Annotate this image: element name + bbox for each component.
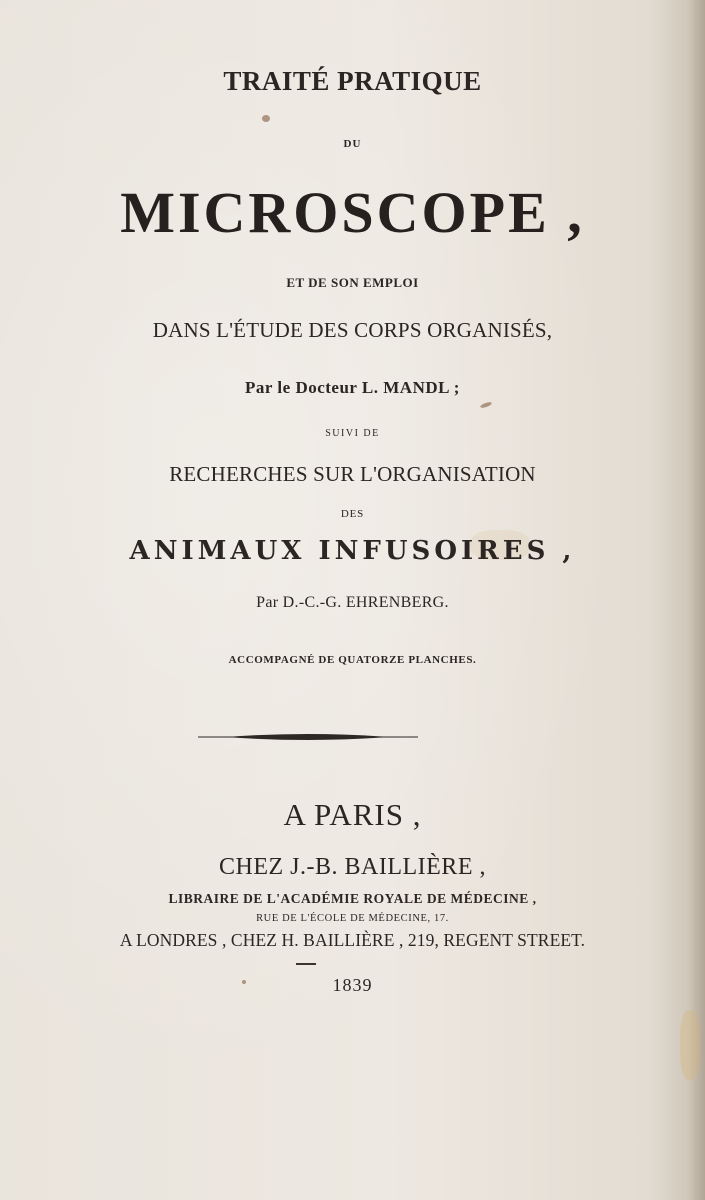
main-title-microscope: MICROSCOPE , [120,180,585,245]
author-mandl: Par le Docteur L. MANDL ; [245,378,460,397]
suivi-de: SUIVI DE [325,428,380,439]
subtitle-recherches: RECHERCHES SUR L'ORGANISATION [169,462,536,486]
foxing-spot [480,401,493,409]
imprint-role: LIBRAIRE DE L'ACADÉMIE ROYALE DE MÉDECINE , [168,891,537,906]
imprint-year: 1839 [332,975,373,995]
title-animaux-infusoires: ANIMAUX INFUSOIRES , [129,536,576,566]
imprint-city: A PARIS , [283,797,422,832]
age-stain [680,1010,700,1080]
title-line-traite-pratique: TRAITÉ PRATIQUE [223,66,482,96]
short-rule [296,963,316,965]
plates-note: ACCOMPAGNÉ DE QUATORZE PLANCHES. [228,654,477,666]
imprint-publisher: CHEZ J.-B. BAILLIÈRE , [219,854,486,880]
subtitle-des: DES [340,508,365,520]
ornamental-rule [196,730,420,744]
title-line-du: DU [343,138,362,150]
author-ehrenberg: Par D.-C.-G. EHRENBERG. [256,594,449,611]
foxing-spot [262,115,270,122]
subtitle-emploi: ET DE SON EMPLOI [286,275,419,290]
subtitle-etude: DANS L'ÉTUDE DES CORPS ORGANISÉS, [152,318,553,342]
imprint-london: A LONDRES , CHEZ H. BAILLIÈRE , 219, REGENT STREET. [119,930,586,950]
imprint-address: RUE DE L'ÉCOLE DE MÉDECINE, 17. [256,913,449,924]
